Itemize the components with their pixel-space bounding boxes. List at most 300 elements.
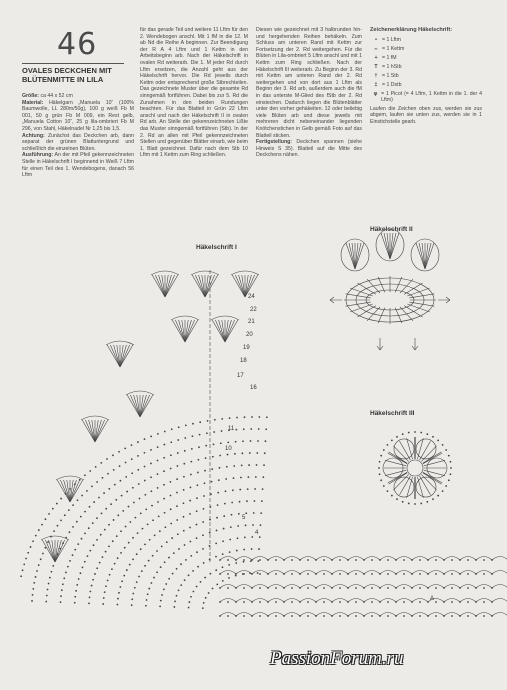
chain-stitch-dot <box>467 601 469 603</box>
chain-stitch-dot <box>144 543 146 545</box>
chain-stitch-dot <box>165 583 167 585</box>
chain-stitch-dot <box>138 483 140 485</box>
chain-stitch-dot <box>77 499 79 501</box>
chain-stitch-dot <box>229 539 231 541</box>
chain-stitch-dot <box>102 477 104 479</box>
row-number: 5 <box>242 515 246 521</box>
chain-stitch-dot <box>209 532 211 534</box>
chain-stitch-dot <box>121 495 123 497</box>
chain-stitch-dot <box>47 589 49 591</box>
chain-stitch-dot <box>177 533 179 535</box>
chain-stitch-dot <box>99 562 101 564</box>
chain-stitch-dot <box>161 546 163 548</box>
chain-stitch-dot <box>483 615 485 617</box>
chain-stitch-dot <box>103 597 105 599</box>
chain-stitch-dot <box>203 508 205 510</box>
chain-stitch-dot <box>275 615 277 617</box>
chain-stitch-dot <box>307 559 309 561</box>
chain-stitch-dot <box>191 448 193 450</box>
leaf-stitch <box>367 279 380 293</box>
fertig-label: Fertigstellung: <box>256 139 293 146</box>
leaf-stitch <box>404 283 422 294</box>
chain-stitch-dot <box>44 547 46 549</box>
chain-stitch-dot <box>136 581 138 583</box>
fan-stitch <box>219 320 225 342</box>
chain-stitch-dot <box>215 542 217 544</box>
chain-stitch-dot <box>125 462 127 464</box>
chain-stitch-dot <box>239 489 241 491</box>
chain-stitch-dot <box>32 594 34 596</box>
chain-stitch-dot <box>432 436 434 438</box>
chain-stitch-dot <box>432 498 434 500</box>
chain-stitch-dot <box>132 593 134 595</box>
chain-stitch-dot <box>251 416 253 418</box>
chain-stitch-dot <box>88 602 90 604</box>
chain-stitch-dot <box>128 542 130 544</box>
chain-stitch-dot <box>251 548 253 550</box>
chain-stitch-dot <box>145 605 147 607</box>
chain-stitch-dot <box>259 536 261 538</box>
fan-stitch <box>120 345 133 367</box>
chain-stitch-dot <box>92 522 94 524</box>
chain-stitch-dot <box>408 503 410 505</box>
petal-stitch <box>385 460 406 465</box>
fan-stitch <box>185 320 198 342</box>
chain-stitch-dot <box>275 587 277 589</box>
chain-stitch-dot <box>262 476 264 478</box>
row-label-a: A <box>430 596 435 602</box>
chain-stitch-dot <box>216 517 218 519</box>
chain-stitch-dot <box>183 516 185 518</box>
fan-stitch <box>114 345 120 367</box>
chain-stitch-dot <box>203 495 205 497</box>
chain-stitch-dot <box>25 558 27 560</box>
chain-stitch-dot <box>157 446 159 448</box>
chain-stitch-dot <box>103 492 105 494</box>
chain-stitch-dot <box>256 452 258 454</box>
fan-stitch <box>212 320 225 342</box>
legend-text: = 1 Stb <box>382 72 399 79</box>
chain-stitch-dot <box>131 472 133 474</box>
chain-stitch-dot <box>243 428 245 430</box>
chain-stitch-dot <box>32 540 34 542</box>
chain-stitch-dot <box>105 508 107 510</box>
chain-stitch-dot <box>170 508 172 510</box>
chain-stitch-dot <box>60 601 62 603</box>
fan-stitch <box>185 320 191 342</box>
chain-stitch-dot <box>451 573 453 575</box>
legend-text: = 1 Dstb <box>382 81 402 88</box>
chain-stitch-dot <box>126 491 128 493</box>
chain-stitch-dot <box>136 553 138 555</box>
chain-stitch-dot <box>259 559 261 561</box>
row-number: 18 <box>240 358 247 364</box>
petal-stitch <box>424 470 445 475</box>
chain-stitch-dot <box>212 456 214 458</box>
chain-stitch-dot <box>124 547 126 549</box>
chain-stitch-dot <box>163 457 165 459</box>
chain-stitch-dot <box>57 525 59 527</box>
chain-stitch-dot <box>196 551 198 553</box>
chain-stitch-dot <box>391 440 393 442</box>
chain-stitch-dot <box>152 555 154 557</box>
chain-stitch-dot <box>147 523 149 525</box>
chain-stitch-dot <box>84 474 86 476</box>
chain-stitch-dot <box>144 494 146 496</box>
chain-stitch-dot <box>213 443 215 445</box>
chain-stitch-dot <box>211 481 213 483</box>
chain-stitch-dot <box>142 528 144 530</box>
chain-stitch-dot <box>47 541 49 543</box>
achtung-label: Achtung: <box>22 132 45 139</box>
leaf-stitch <box>357 306 375 317</box>
chain-stitch-dot <box>126 569 128 571</box>
loop-arc <box>492 557 507 561</box>
chain-stitch-dot <box>402 501 404 503</box>
chain-stitch-dot <box>86 490 88 492</box>
fan-stitch <box>192 275 205 297</box>
chain-stitch-dot <box>157 473 159 475</box>
diagram-2-label: Häkelschrift II <box>370 226 413 233</box>
chain-stitch-dot <box>451 587 453 589</box>
chain-stitch-dot <box>291 615 293 617</box>
size-text: ca 44 x 52 cm <box>40 93 73 99</box>
chain-stitch-dot <box>190 474 192 476</box>
chain-stitch-dot <box>133 502 135 504</box>
chain-stitch-dot <box>435 559 437 561</box>
chain-stitch-dot <box>160 600 162 602</box>
chain-stitch-dot <box>442 490 444 492</box>
petal-stitch <box>424 460 445 465</box>
chain-stitch-dot <box>202 534 204 536</box>
chain-stitch-dot <box>387 490 389 492</box>
crochet-chart-1 <box>20 270 507 617</box>
chain-stitch-dot <box>30 546 32 548</box>
chain-stitch-dot <box>467 587 469 589</box>
chain-stitch-dot <box>451 559 453 561</box>
chain-stitch-dot <box>163 444 165 446</box>
chain-stitch-dot <box>36 570 38 572</box>
chain-stitch-dot <box>204 577 206 579</box>
chain-stitch-dot <box>414 503 416 505</box>
chain-stitch-dot <box>371 615 373 617</box>
chain-stitch-dot <box>323 587 325 589</box>
chain-stitch-dot <box>265 428 267 430</box>
chain-stitch-dot <box>214 419 216 421</box>
chain-stitch-dot <box>115 499 117 501</box>
chain-stitch-dot <box>156 550 158 552</box>
chain-stitch-dot <box>307 573 309 575</box>
leaf-stitch <box>367 307 380 321</box>
chain-stitch-dot <box>62 583 64 585</box>
chain-stitch-dot <box>20 575 22 577</box>
chain-stitch-dot <box>76 584 78 586</box>
chain-stitch-dot <box>437 440 439 442</box>
legend-text: = 1 Kettm <box>382 45 405 52</box>
legend-symbol: φ <box>373 90 378 97</box>
chain-stitch-dot <box>166 541 168 543</box>
chain-stitch-dot <box>222 553 224 555</box>
chain-stitch-dot <box>190 555 192 557</box>
chain-stitch-dot <box>184 579 186 581</box>
chain-stitch-dot <box>63 577 65 579</box>
chain-stitch-dot <box>107 473 109 475</box>
arrow-down <box>377 338 383 350</box>
chain-stitch-dot <box>435 615 437 617</box>
chain-stitch-dot <box>223 515 225 517</box>
fan-stitch <box>205 275 218 297</box>
chain-stitch-dot <box>243 573 245 575</box>
chain-stitch-dot <box>198 459 200 461</box>
chain-stitch-dot <box>69 560 71 562</box>
chain-stitch-dot <box>137 441 139 443</box>
chain-stitch-dot <box>419 615 421 617</box>
row-number: 10 <box>225 446 232 452</box>
material-label: Material: <box>22 99 44 106</box>
chain-stitch-dot <box>91 585 93 587</box>
chain-stitch-dot <box>176 595 178 597</box>
chain-stitch-dot <box>131 604 133 606</box>
chain-stitch-dot <box>96 567 98 569</box>
chain-stitch-dot <box>149 539 151 541</box>
chain-stitch-dot <box>188 601 190 603</box>
size-label: Größe: <box>22 93 40 99</box>
fan-stitch <box>172 320 185 342</box>
chain-stitch-dot <box>380 479 382 481</box>
chain-stitch-dot <box>467 559 469 561</box>
petal-stitch <box>385 470 406 475</box>
chain-stitch-dot <box>219 455 221 457</box>
chain-stitch-dot <box>379 461 381 463</box>
chain-stitch-dot <box>403 573 405 575</box>
chain-stitch-dot <box>450 473 452 475</box>
chain-stitch-dot <box>204 470 206 472</box>
chain-stitch-dot <box>237 525 239 527</box>
chain-stitch-dot <box>257 440 259 442</box>
chain-stitch-dot <box>323 573 325 575</box>
chain-stitch-dot <box>41 524 43 526</box>
chain-stitch-dot <box>379 473 381 475</box>
chain-stitch-dot <box>244 537 246 539</box>
chain-stitch-dot <box>189 527 191 529</box>
fan-stitch <box>120 345 126 367</box>
chain-stitch-dot <box>61 589 63 591</box>
chain-stitch-dot <box>450 461 452 463</box>
chain-stitch-dot <box>77 543 79 545</box>
chain-stitch-dot <box>188 574 190 576</box>
chain-stitch-dot <box>69 531 71 533</box>
ausfuehrung-text: An der mit Pfeil gekennzeichneten Stelle in Häkelschrift I beginnend in Weiß 7 Lftm für einen Teil des 1. Wendebogens, danach 56 Lftm <box>22 152 134 179</box>
chain-stitch-dot <box>483 573 485 575</box>
chain-stitch-dot <box>157 460 159 462</box>
legend-text: = 1 fM <box>382 54 397 61</box>
legend-text: = 1 hStb <box>382 63 402 70</box>
legend-symbol: ‡ <box>374 81 378 88</box>
chain-stitch-dot <box>254 500 256 502</box>
leaf-stitch <box>404 306 422 317</box>
chain-stitch-dot <box>403 615 405 617</box>
chain-stitch-dot <box>164 561 166 563</box>
chain-stitch-dot <box>185 559 187 561</box>
chain-stitch-dot <box>171 428 173 430</box>
chain-stitch-dot <box>132 558 134 560</box>
chain-stitch-dot <box>176 568 178 570</box>
chain-stitch-dot <box>125 526 127 528</box>
fan-stitch <box>159 275 165 297</box>
chain-stitch-dot <box>146 599 148 601</box>
chain-stitch-dot <box>247 488 249 490</box>
chain-stitch-dot <box>157 501 159 503</box>
leaf-stitch <box>400 307 413 321</box>
chain-stitch-dot <box>223 528 225 530</box>
chain-stitch-dot <box>307 615 309 617</box>
chain-stitch-dot <box>260 524 262 526</box>
arrow-down <box>412 338 418 350</box>
chain-stitch-dot <box>235 562 237 564</box>
chain-stitch-dot <box>235 575 237 577</box>
chain-stitch-dot <box>72 526 74 528</box>
chain-stitch-dot <box>98 497 100 499</box>
chain-stitch-dot <box>230 526 232 528</box>
chain-stitch-dot <box>144 452 146 454</box>
chain-stitch-dot <box>259 601 261 603</box>
legend-title: Zeichenerklärung Häkelschrift: <box>370 27 453 33</box>
chain-stitch-dot <box>150 476 152 478</box>
chain-stitch-dot <box>233 465 235 467</box>
chain-stitch-dot <box>216 584 218 586</box>
chain-stitch-dot <box>113 519 115 521</box>
chain-stitch-dot <box>387 587 389 589</box>
fan-stitch <box>49 540 55 562</box>
chain-stitch-dot <box>211 468 213 470</box>
chain-stitch-dot <box>104 591 106 593</box>
chain-stitch-dot <box>253 512 255 514</box>
fan-stitch <box>70 480 76 502</box>
chain-stitch-dot <box>100 462 102 464</box>
chain-stitch-dot <box>168 557 170 559</box>
chain-stitch-dot <box>192 570 194 572</box>
chain-stitch-dot <box>131 458 133 460</box>
chain-stitch-dot <box>52 565 54 567</box>
fan-stitch <box>64 480 70 502</box>
chain-stitch-dot <box>448 455 450 457</box>
fan-stitch <box>95 420 108 442</box>
page-number: 46 <box>57 27 98 62</box>
chain-stitch-dot <box>170 468 172 470</box>
chain-stitch-dot <box>403 559 405 561</box>
chain-stitch-dot <box>189 500 191 502</box>
chain-stitch-dot <box>140 548 142 550</box>
legend-note: Laufen die Zeichen oben zus, werden sie zus abgem, laufen sie unten zus, werden sie in 1 Einstichstelle gearb. <box>370 105 482 125</box>
chain-stitch-dot <box>202 607 204 609</box>
chain-stitch-dot <box>27 552 29 554</box>
petal-stitch <box>425 243 431 269</box>
crochet-chart-2 <box>330 229 450 350</box>
chain-stitch-dot <box>102 556 104 558</box>
fan-stitch <box>82 420 95 442</box>
chain-stitch-dot <box>81 538 83 540</box>
chain-stitch-dot <box>245 512 247 514</box>
fan-stitch <box>199 275 205 297</box>
chain-stitch-dot <box>222 540 224 542</box>
chain-stitch-dot <box>241 464 243 466</box>
chain-stitch-dot <box>137 532 139 534</box>
chain-stitch-dot <box>227 601 229 603</box>
chain-stitch-dot <box>259 587 261 589</box>
chain-stitch-dot <box>189 513 191 515</box>
chain-stitch-dot <box>131 598 133 600</box>
chain-stitch-dot <box>205 457 207 459</box>
chain-stitch-dot <box>38 529 40 531</box>
chain-stitch-dot <box>93 544 95 546</box>
chain-stitch-dot <box>144 480 146 482</box>
chain-stitch-dot <box>53 530 55 532</box>
chain-stitch-dot <box>232 489 234 491</box>
petal-stitch <box>419 243 425 269</box>
chain-stitch-dot <box>483 559 485 561</box>
chain-stitch-dot <box>339 601 341 603</box>
chain-stitch-dot <box>217 492 219 494</box>
chain-stitch-dot <box>260 512 262 514</box>
chain-stitch-dot <box>76 521 78 523</box>
chain-stitch-dot <box>154 534 156 536</box>
chain-stitch-dot <box>198 446 200 448</box>
chain-stitch-dot <box>177 452 179 454</box>
chain-stitch-dot <box>121 580 123 582</box>
chain-stitch-dot <box>402 433 404 435</box>
chain-stitch-dot <box>212 588 214 590</box>
text-column-2: für das gerade Teil und weitere 11 Lftm für den 2. Wendebogen anschl. Mit 1 fM in die 12. M ab Nd die Reihe A beginnen. Zur Beendigung der R A 4 Lftm und 1 Kettm in den Arbeitsbeginn arb. Nach der Häkelschrift in ovalen Rd weiterarb. Die 1. M jeder Rd durch Lftm ersetzen, die Anzahl geht aus der Häkelschrift hervor. Die Rd jeweils durch Kettm oder entsprechend große Stbrechteilen. Das gezeichnete Muster über die gesamte Rd sinngemäß fortführen. Dabei bis zur 5. Rd die Zunahmen in den beiden Rundungen beachten. Für das Blatteil in Grün 22 Lftm anschl und nach der Häkelschrift II in ovalen Rd arb. An Stelle der gekennzeichneten Lißte das Muster sinngemäß fortführen (Stb). In der 2. Rd an allen mit Pfeil gekennzeichneten Stellen und gegenüber Blätter einarb, wie beim 1. Blatt gezeichnet. Dafür nach dem Stb 10 Lftm mit 1 Kettm zum Ring schließen. <box>140 27 248 159</box>
chain-stitch-dot <box>60 498 62 500</box>
chain-stitch-dot <box>199 421 201 423</box>
chain-stitch-dot <box>391 495 393 497</box>
chain-stitch-dot <box>172 573 174 575</box>
chain-stitch-dot <box>252 524 254 526</box>
fan-stitch <box>232 275 245 297</box>
chain-stitch-dot <box>408 432 410 434</box>
ausfuehrung-label: Ausführung: <box>22 152 54 159</box>
chain-stitch-dot <box>243 561 245 563</box>
chain-stitch-dot <box>48 513 50 515</box>
chain-stitch-dot <box>190 596 192 598</box>
chain-stitch-dot <box>259 615 261 617</box>
chain-stitch-dot <box>229 417 231 419</box>
petal-stitch <box>349 243 355 269</box>
chain-stitch-dot <box>173 552 175 554</box>
page-title: OVALES DECKCHEN MIT BLÜTENMITTE IN LILA <box>22 66 112 84</box>
row-number: 11 <box>228 426 235 432</box>
chain-stitch-dot <box>132 487 134 489</box>
row-number: 19 <box>243 345 250 351</box>
chain-stitch-dot <box>158 515 160 517</box>
chain-stitch-dot <box>183 489 185 491</box>
chain-stitch-dot <box>414 431 416 433</box>
fan-arc <box>151 271 179 275</box>
chain-stitch-dot <box>196 586 198 588</box>
chain-stitch-dot <box>234 453 236 455</box>
chain-stitch-dot <box>56 503 58 505</box>
chain-stitch-dot <box>205 445 207 447</box>
chain-stitch-dot <box>445 485 447 487</box>
chain-stitch-dot <box>197 472 199 474</box>
fan-arc <box>191 271 219 275</box>
chain-stitch-dot <box>291 601 293 603</box>
fan-stitch <box>107 345 120 367</box>
leaf-stitch <box>400 279 413 293</box>
row-numbers <box>225 294 434 602</box>
fan-stitch <box>165 275 171 297</box>
chain-stitch-dot <box>170 523 172 525</box>
